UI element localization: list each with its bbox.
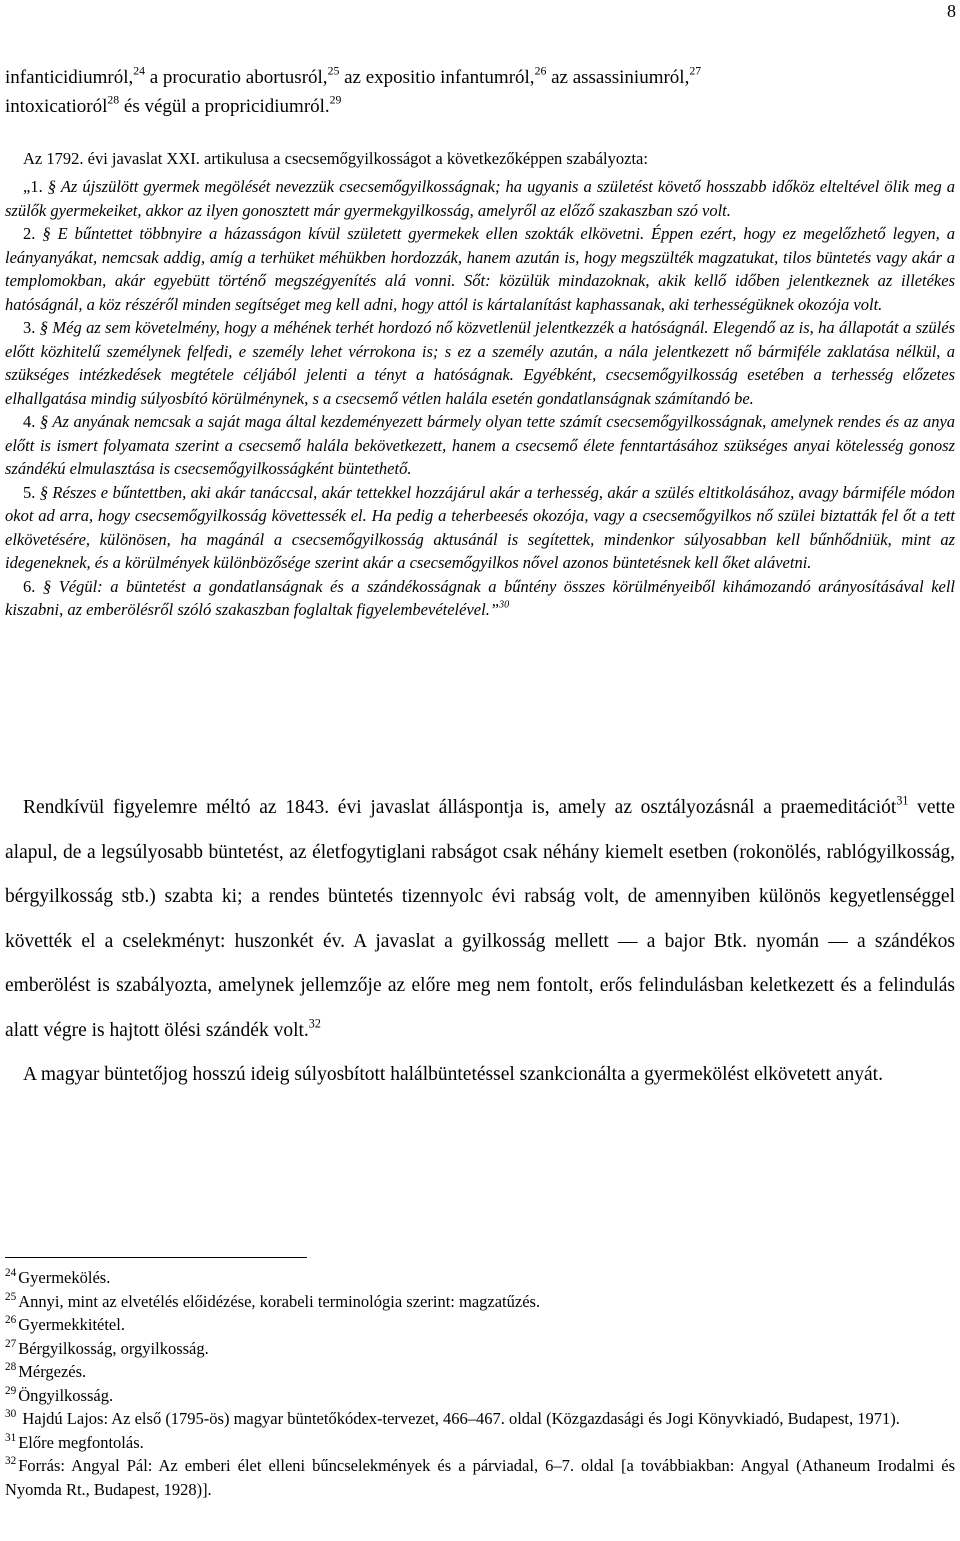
paragraph-number: 2. bbox=[23, 224, 36, 243]
quote-paragraph-5 bbox=[5, 481, 955, 575]
footnote-30 bbox=[5, 1407, 955, 1431]
footnote-ref[interactable]: 27 bbox=[689, 64, 702, 78]
quote-paragraph-3 bbox=[5, 316, 955, 410]
paragraph-text: Az újszülött gyermek megölését nevezzük csecsemőgyilkosságnak; ha ugyanis a születést követő hosszabb időköz elteltével ölik meg a szülők gyermekeiket, akkor az ilyen gonosztett már gyermekgyilkosság, amelyről az előző szakaszban szó volt. bbox=[5, 177, 956, 220]
footnote-text: Gyermekkitétel. bbox=[18, 1315, 125, 1334]
section-sign: § bbox=[47, 177, 57, 196]
footnote-ref[interactable]: 25 bbox=[327, 64, 340, 78]
quote-paragraph-1 bbox=[5, 175, 955, 222]
footnote-number: 27 bbox=[5, 1337, 17, 1350]
footnote-number: 31 bbox=[5, 1431, 17, 1444]
body-paragraph-1 bbox=[5, 786, 955, 1053]
paragraph-number: 4. bbox=[23, 412, 36, 431]
section-sign: § bbox=[39, 482, 49, 502]
paragraph-text: vette alapul, de a legsúlyosabb büntetést, az életfogytiglani rabságot csak néhány kiemelt esetben (rokonölés, rablógyilkosság, bérgyilkosság stb.) szabta ki; a rendes büntetés tizennyolc évi rabság volt, de amennyiben különös kegyetlenséggel követték el a cselekményt: huszonkét év. A javaslat a gyilkosság mellett — a bajor Btk. nyomán — a szándékos emberölést is szabályozta, amelynek jellemzője az előre meg nem fontolt, erős felindulásban keletkezett és a felindulás alatt végre is hajtott ölési szándék volt. bbox=[5, 797, 955, 1041]
quote-paragraph-6 bbox=[5, 575, 955, 622]
footnote-number: 30 bbox=[5, 1408, 17, 1421]
footnote-number: 25 bbox=[5, 1290, 17, 1303]
footnote-text: Hajdú Lajos: Az első (1795-ös) magyar büntetőkódex-tervezet, 466–467. oldal (Közgazdasági és Jogi Könyvkiadó, Budapest, 1971). bbox=[18, 1409, 900, 1428]
intro-text: a procuratio abortusról, bbox=[145, 67, 328, 88]
footnote-ref[interactable]: 26 bbox=[534, 64, 547, 78]
footnote-text: Annyi, mint az elvetélés előidézése, korabeli terminológia szerint: magzatűzés. bbox=[18, 1291, 541, 1311]
intro-text: és végül a propricidiumról. bbox=[119, 95, 330, 117]
paragraph-number: 6. bbox=[23, 576, 36, 596]
footnotes bbox=[5, 1266, 955, 1501]
law-intro-text: Az 1792. évi javaslat XXI. artikulusa a csecsemőgyilkosságot a következőképpen szabályozta: bbox=[23, 149, 648, 168]
footnote-31 bbox=[5, 1431, 955, 1455]
footnote-text: Előre megfontolás. bbox=[18, 1432, 144, 1452]
footnote-32 bbox=[5, 1454, 955, 1501]
paragraph-text: Még az sem követelmény, hogy a méhének terhét hordozó nő közvetlenül jelentkezzék a hatóságnál. Elegendő az is, ha állapotát a szülés előtt közhitelű személynek felfedi, e személy lehet vérrokona is; s ez a személy azután, a nála jelentkezett nő bármiféle zaklatása nélkül, a szükséges intézkedések megtétele céljából jelenti a tényt a hatóságnak. Egyébként, csecsemőgyilkosság esetében a terhesség előzetes elhallgatása mindig súlyosbító körülménynek, s a csecsemő vétlen halála esetén gondatlanságnak számítandó be. bbox=[5, 318, 955, 408]
footnote-text: Öngyilkosság. bbox=[18, 1385, 114, 1405]
footnote-ref[interactable]: 31 bbox=[896, 793, 909, 808]
footnote-24 bbox=[5, 1266, 955, 1290]
footnote-28 bbox=[5, 1360, 955, 1384]
footnote-ref[interactable]: 30 bbox=[499, 599, 510, 611]
footnote-separator bbox=[5, 1257, 307, 1258]
intro-text: infanticidiumról, bbox=[5, 67, 134, 88]
paragraph-number: 3. bbox=[23, 318, 36, 337]
quote-paragraph-2 bbox=[5, 222, 955, 316]
paragraph-text: A magyar büntetőjog hosszú ideig súlyosbított halálbüntetéssel szankcionálta a gyermekölést elkövetett anyát. bbox=[23, 1064, 883, 1085]
paragraph-number: 5. bbox=[23, 482, 36, 502]
quote-paragraph-4 bbox=[5, 410, 955, 481]
intro-text: az assassiniumról, bbox=[546, 67, 690, 88]
section-sign: § bbox=[39, 412, 49, 431]
intro-text: az expositio infantumról, bbox=[339, 67, 535, 88]
footnote-number: 32 bbox=[5, 1455, 17, 1468]
footnote-text: Gyermekölés. bbox=[18, 1268, 111, 1287]
section-sign: § bbox=[42, 576, 52, 596]
footnote-text: Mérgezés. bbox=[18, 1362, 87, 1381]
footnote-number: 29 bbox=[5, 1384, 17, 1397]
law-quote bbox=[5, 175, 955, 622]
section-sign: § bbox=[42, 224, 51, 243]
footnote-ref[interactable]: 29 bbox=[329, 93, 342, 107]
law-intro-line bbox=[5, 149, 955, 169]
footnote-number: 26 bbox=[5, 1314, 17, 1327]
footnote-number: 28 bbox=[5, 1361, 17, 1374]
footnote-25 bbox=[5, 1290, 955, 1314]
paragraph-text: Részes e bűntettben, aki akár tanáccsal, akár tettekkel hozzájárul akár a terhesség, akár a szülés eltitkolásához, avagy bármiféle módon okot ad arra, hogy csecsemőgyilkosság követtessék el. Ha pedig a teherbeesés okozója, vagy a csecsemőgyilkos nő szülei biztatták fel őt a tett elkövetésére, különösen, ha magánál a csecsemőgyilkosság aktusánál is segítettek, mindenkor súlyosabban kell bűnhődniük, mint az idegeneknek, és a körülmények különbözősége szerint akár a csecsemőgyilkos nővel azonos büntetésnek kell őket alávetni. bbox=[5, 482, 956, 572]
paragraph-text: Az anyának nemcsak a saját maga által kezdeményezett bármely olyan tette számít csecsemőgyilkosságnak, amelynek rendes és az anya előtt is ismert folyamata szerint a csecsemő halála bekövetkezett, hanem a csecsemő élete fenntartásához szükséges anyai kötelesség gonosz szándékú elmulasztása is csecsemőgyilkosságként büntethető. bbox=[5, 412, 956, 478]
footnote-number: 24 bbox=[5, 1267, 17, 1280]
body-text bbox=[5, 786, 955, 1098]
footnote-ref[interactable]: 32 bbox=[308, 1015, 321, 1030]
footnote-29 bbox=[5, 1384, 955, 1408]
footnote-26 bbox=[5, 1313, 955, 1337]
body-paragraph-2 bbox=[5, 1053, 955, 1098]
paragraph-number: „1. bbox=[23, 177, 43, 196]
intro-paragraph bbox=[5, 64, 955, 121]
footnote-text: Forrás: Angyal Pál: Az emberi élet elleni bűncselekmények és a párviadal, 6–7. oldal [a továbbiakban: Angyal (Athaneum Irodalmi és Nyomda Rt., Budapest, 1928)]. bbox=[5, 1456, 955, 1499]
intro-text: intoxicatioról bbox=[5, 95, 108, 117]
footnote-ref[interactable]: 24 bbox=[133, 64, 145, 78]
page-number: 8 bbox=[947, 1, 956, 21]
footnote-27 bbox=[5, 1337, 955, 1361]
section-sign: § bbox=[39, 318, 48, 337]
paragraph-text: Végül: a büntetést a gondatlanságnak és a szándékosságnak a bűntény összes körülményeiből kihámozandó arányosításával kell kiszabni, az emberölésről szóló szakaszban foglaltak figyelembevételével.” bbox=[5, 576, 956, 619]
paragraph-text: E bűntettet többnyire a házasságon kívül született gyermekek ellen szokták elkövetni. Éppen ezért, hogy ez megelőzhető legyen, a leányanyákat, nemcsak addig, amíg a terhüket méhükben hordozzák, hanem azután is, hogy megszülték magzatukat, tilos büntetés vagy akár a templomokban, akár egyebütt történő megszégyenítés alá vonni. Sőt: közülük mindazoknak, akik kellő időben jelentkeznek az illetékes hatóságnál, a köz részéről minden segítséget meg kell adni, hogy attól is kártalanítást kaphassanak, aki terhességüknek okozója volt. bbox=[5, 224, 955, 314]
footnote-ref[interactable]: 28 bbox=[107, 93, 120, 107]
footnote-text: Bérgyilkosság, orgyilkosság. bbox=[18, 1338, 209, 1358]
paragraph-text: Rendkívül figyelemre méltó az 1843. évi javaslat álláspontja is, amely az osztályozásnál a praemeditációt bbox=[23, 797, 897, 818]
